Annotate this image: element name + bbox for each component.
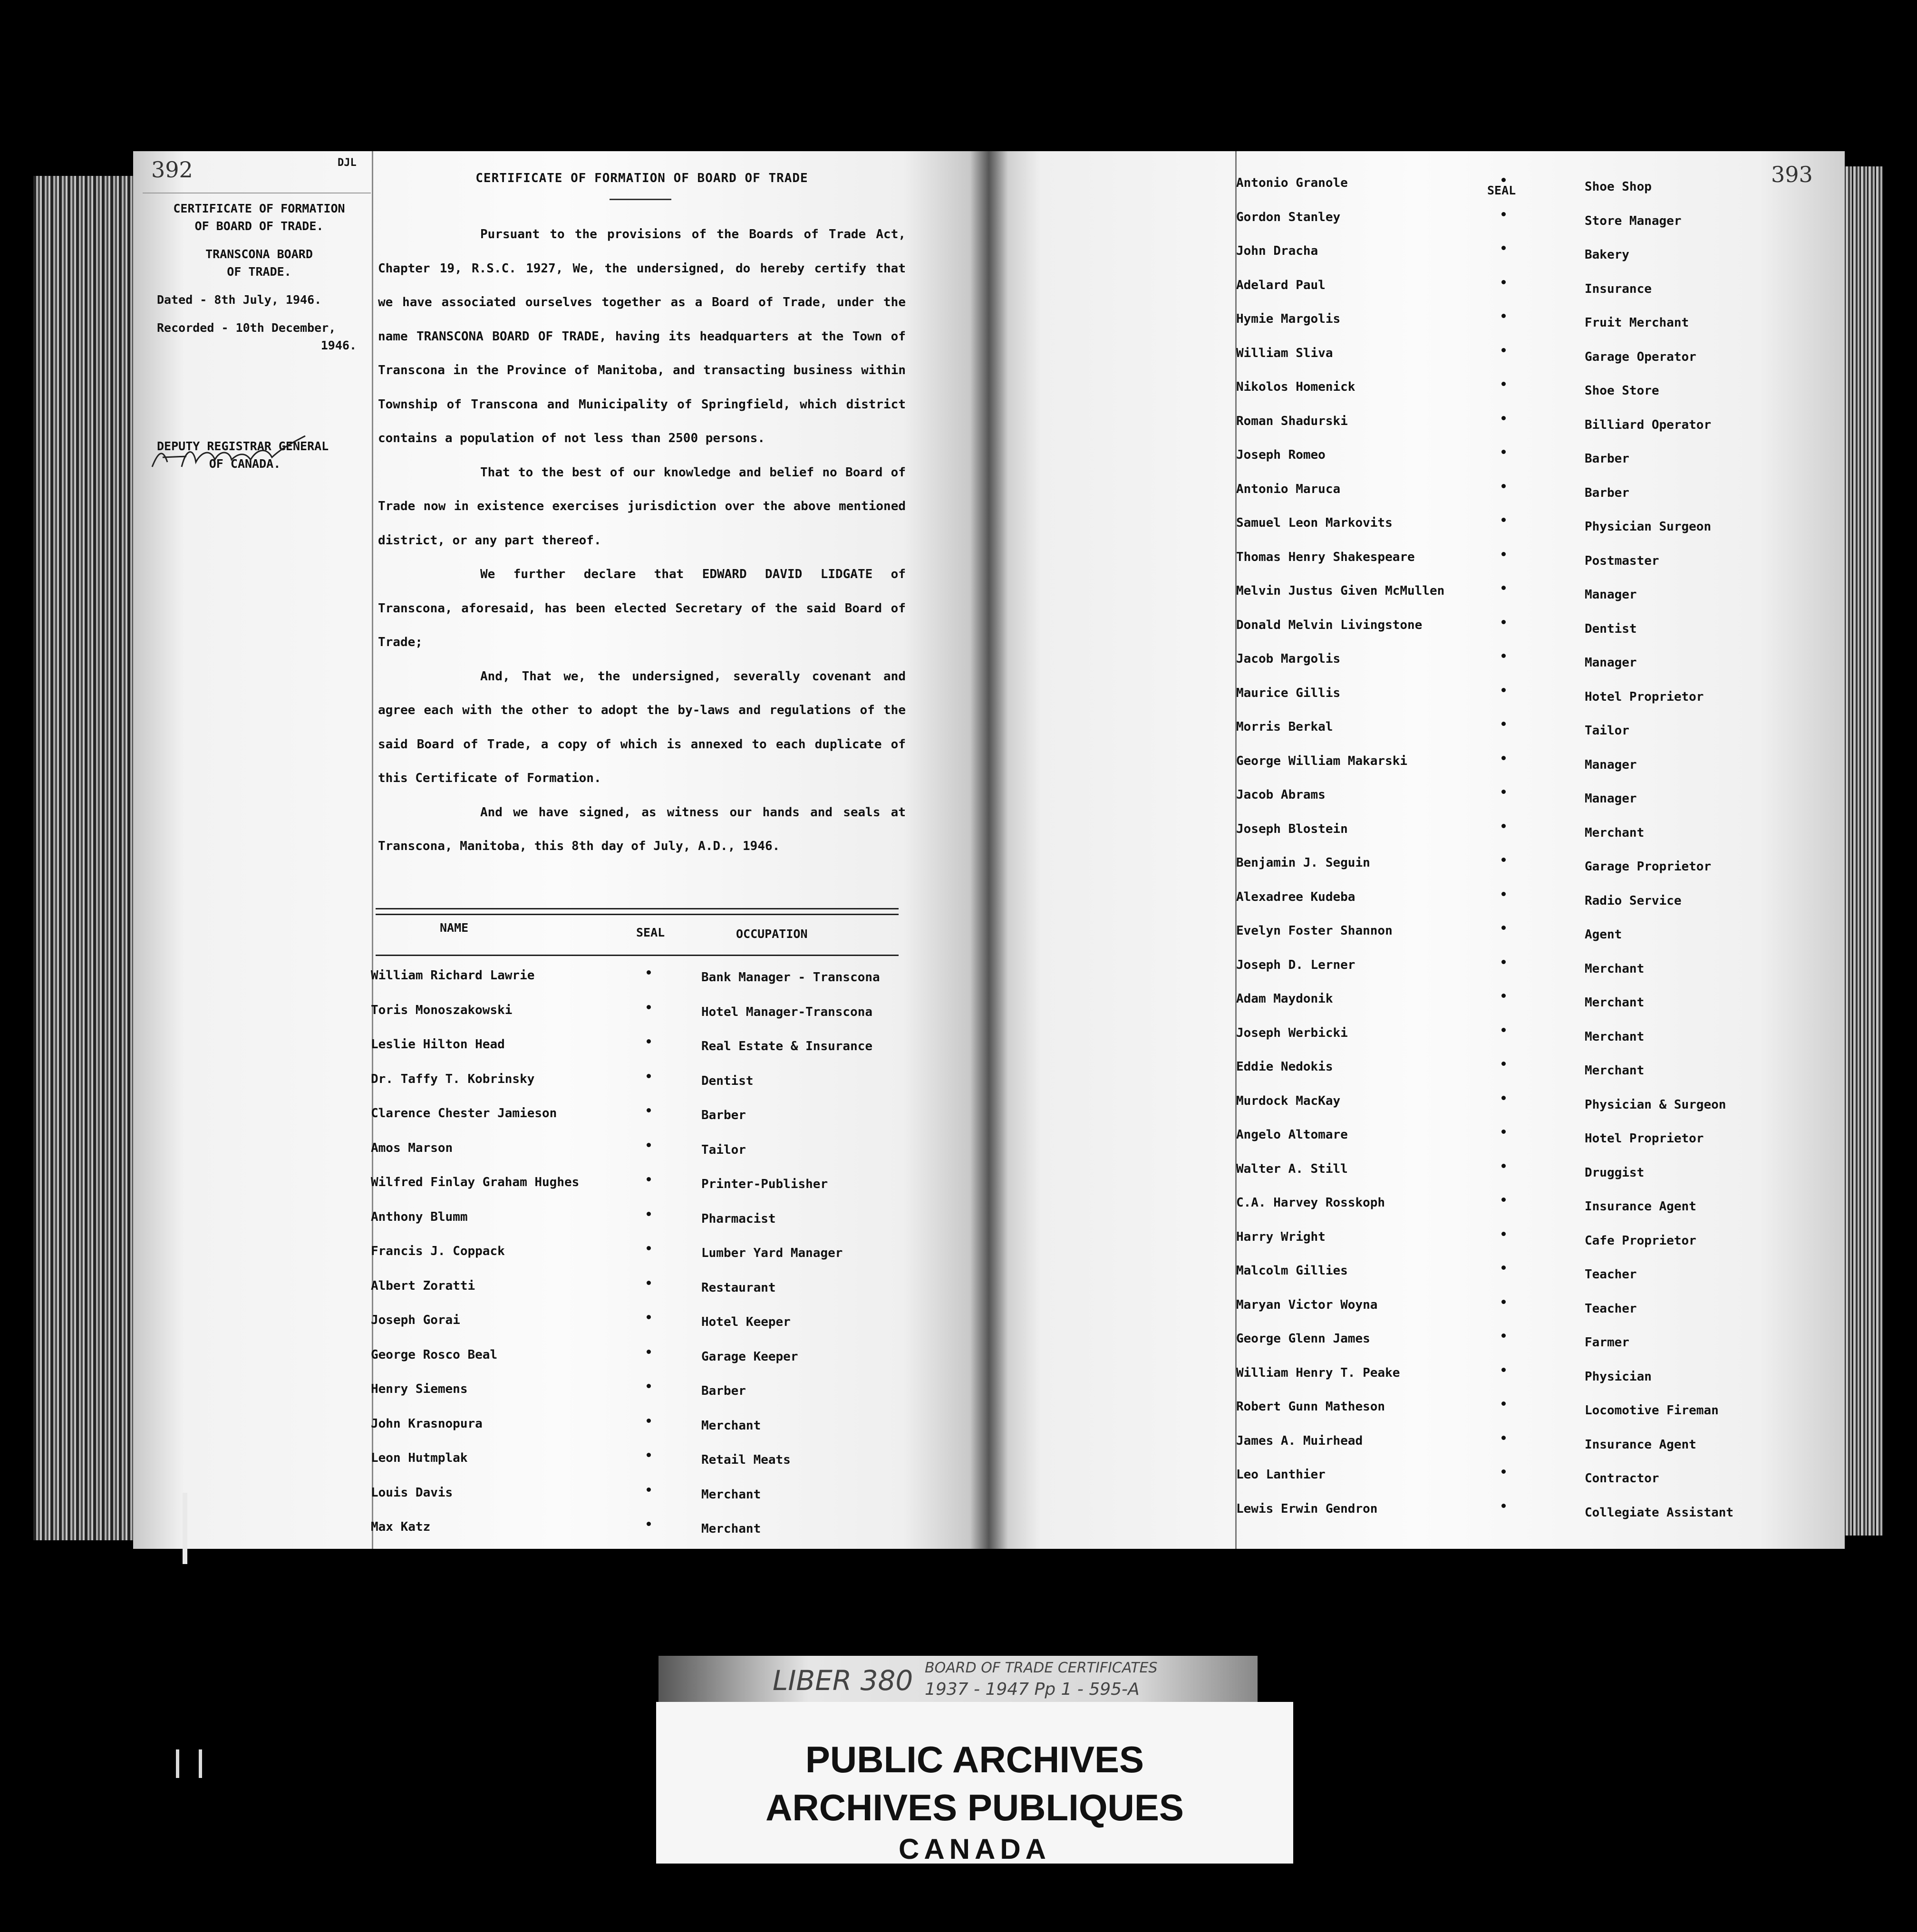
member-name: Henry Siemens: [371, 1382, 468, 1396]
seal-mark: [1501, 552, 1506, 556]
paragraph-1: Pursuant to the provisions of the Boards of Trade Act, Chapter 19, R.S.C. 1927, We, the undersigned, do hereby certify that we have associated ourselves together as a Board of Trade, under the name TRANSCONA BOARD OF TRADE, having its headquarters at the Town of Transcona in the Province of Manitoba, and transacting business within Township of Transcona and Municipality of Springfield, which district contains a population of not less than 2500 persons.: [378, 227, 906, 445]
member-occupation: Fruit Merchant: [1585, 316, 1689, 330]
left-page-number: 392: [151, 157, 193, 183]
member-occupation: Hotel Manager-Transcona: [701, 1005, 873, 1019]
member-occupation: Barber: [1585, 485, 1629, 500]
margin-deputy-1: DEPUTY REGISTRAR GENERAL: [157, 439, 329, 453]
member-occupation: Barber: [701, 1108, 746, 1122]
member-name: Malcolm Gillies: [1236, 1264, 1348, 1278]
member-name: George William Makarski: [1236, 753, 1408, 768]
member-occupation: Real Estate & Insurance: [701, 1039, 873, 1053]
member-occupation: Merchant: [1585, 1063, 1645, 1078]
seal-mark: [647, 1005, 651, 1009]
member-occupation: Garage Keeper: [701, 1349, 798, 1364]
member-name: Leon Hutmplak: [371, 1451, 468, 1465]
member-occupation: Merchant: [701, 1418, 761, 1433]
seal-mark: [1501, 1028, 1506, 1032]
member-name: Donald Melvin Livingstone: [1236, 618, 1423, 632]
handwritten-label-strip: [658, 1656, 1258, 1702]
member-occupation: Billiard Operator: [1585, 417, 1712, 432]
member-name: Samuel Leon Markovits: [1236, 516, 1393, 530]
member-name: Dr. Taffy T. Kobrinsky: [371, 1072, 535, 1086]
margin-dated: Dated - 8th July, 1946.: [157, 293, 322, 307]
film-scratch: [183, 1493, 187, 1564]
member-name: Robert Gunn Matheson: [1236, 1400, 1385, 1414]
member-name: Joseph Blostein: [1236, 821, 1348, 836]
member-occupation: Printer-Publisher: [701, 1177, 828, 1191]
member-occupation: Restaurant: [701, 1280, 776, 1295]
title-underline: [610, 199, 671, 200]
seal-mark: [1501, 178, 1506, 182]
seal-mark: [1501, 960, 1506, 964]
member-name: George Rosco Beal: [371, 1347, 498, 1362]
member-name: Maurice Gillis: [1236, 686, 1341, 700]
seal-mark: [1501, 654, 1506, 658]
member-occupation: Dentist: [1585, 621, 1637, 636]
member-name: William Henry T. Peake: [1236, 1365, 1400, 1380]
member-name: Benjamin J. Seguin: [1236, 856, 1370, 870]
seal-mark: [1501, 892, 1506, 896]
seal-mark: [1501, 484, 1506, 488]
member-occupation: Manager: [1585, 757, 1637, 772]
seal-mark: [647, 1177, 651, 1181]
seal-mark: [1501, 280, 1506, 284]
member-occupation: Collegiate Assistant: [1585, 1505, 1734, 1520]
seal-mark: [1501, 212, 1506, 216]
seal-mark: [647, 1108, 651, 1112]
clerk-initials: DJL: [338, 157, 357, 169]
paragraph-5: And we have signed, as witness our hands and seals at Transcona, Manitoba, this 8th day of July, A.D., 1946.: [378, 805, 906, 853]
right-page: [989, 151, 1845, 1549]
seal-mark: [1501, 1130, 1506, 1134]
member-occupation: Druggist: [1585, 1165, 1645, 1180]
member-occupation: Merchant: [1585, 825, 1645, 840]
member-occupation: Contractor: [1585, 1471, 1659, 1486]
seal-mark: [1501, 1265, 1506, 1270]
member-name: Walter A. Still: [1236, 1161, 1348, 1176]
seal-mark: [1501, 314, 1506, 318]
member-occupation: Merchant: [1585, 995, 1645, 1010]
seal-mark: [647, 1143, 651, 1147]
book-gutter: [970, 151, 1008, 1549]
member-name: Joseph Gorai: [371, 1313, 460, 1327]
member-occupation: Dentist: [701, 1073, 754, 1088]
seal-mark: [1501, 790, 1506, 794]
seal-mark: [1501, 824, 1506, 828]
seal-mark: [647, 1384, 651, 1388]
right-page-number: 393: [1771, 162, 1813, 187]
seal-mark: [1501, 1232, 1506, 1236]
paragraph-4: And, That we, the undersigned, severally covenant and agree each with the other to adopt the by-laws and regulations of the said Board of Trade, a copy of which is annexed to each duplicate of this Certificate of Formation.: [378, 669, 906, 785]
seal-mark: [1501, 1333, 1506, 1338]
member-name: Angelo Altomare: [1236, 1128, 1348, 1142]
seal-mark: [1501, 382, 1506, 386]
member-occupation: Insurance: [1585, 281, 1652, 296]
member-name: Gordon Stanley: [1236, 210, 1341, 224]
archive-line-2: ARCHIVES PUBLIQUES: [765, 1787, 1184, 1828]
seal-mark: [1501, 1436, 1506, 1440]
member-occupation: Physician & Surgeon: [1585, 1097, 1726, 1112]
seal-mark: [1501, 348, 1506, 352]
seal-mark: [1501, 1164, 1506, 1168]
book-edge-left: [33, 176, 143, 1540]
member-name: Antonio Granole: [1236, 176, 1348, 190]
member-name: Eddie Nedokis: [1236, 1060, 1333, 1074]
seal-mark: [647, 1315, 651, 1319]
member-name: John Dracha: [1236, 244, 1318, 258]
member-name: Adam Maydonik: [1236, 992, 1333, 1006]
margin-recorded: Recorded - 10th December,: [157, 321, 336, 335]
member-name: Joseph Romeo: [1236, 448, 1326, 462]
seal-mark: [1501, 416, 1506, 420]
paragraph-2: That to the best of our knowledge and belief no Board of Trade now in existence exercises jurisdiction over the above mentioned district, or any part thereof.: [378, 465, 906, 548]
table-rule-1: [376, 908, 899, 909]
member-occupation: Radio Service: [1585, 893, 1682, 908]
member-occupation: Hotel Proprietor: [1585, 1131, 1704, 1146]
seal-mark: [1501, 926, 1506, 930]
member-name: Amos Marson: [371, 1140, 453, 1155]
member-name: Antonio Maruca: [1236, 482, 1341, 496]
member-name: Leslie Hilton Head: [371, 1037, 505, 1052]
margin-deputy-2: OF CANADA.: [209, 457, 281, 471]
seal-mark: [647, 1488, 651, 1492]
seal-mark: [647, 1246, 651, 1250]
member-name: Albert Zoratti: [371, 1278, 475, 1293]
label-liber: LIBER 380: [773, 1664, 913, 1697]
member-occupation: Barber: [701, 1384, 746, 1398]
member-occupation: Garage Operator: [1585, 349, 1696, 364]
member-occupation: Merchant: [701, 1487, 761, 1502]
member-name: Louis Davis: [371, 1485, 453, 1500]
member-name: Murdock MacKay: [1236, 1093, 1341, 1108]
column-header-seal: SEAL: [636, 926, 665, 939]
member-name: Evelyn Foster Shannon: [1236, 924, 1393, 938]
member-name: John Krasnopura: [371, 1416, 483, 1431]
member-name: Jacob Margolis: [1236, 652, 1341, 666]
member-name: Melvin Justus Given McMullen: [1236, 584, 1445, 598]
margin-heading-2: OF BOARD OF TRADE.: [194, 219, 324, 233]
member-name: Max Katz: [371, 1520, 431, 1534]
member-name: Roman Shadurski: [1236, 414, 1348, 428]
member-name: Thomas Henry Shakespeare: [1236, 550, 1415, 564]
member-name: Leo Lanthier: [1236, 1468, 1326, 1482]
member-name: Morris Berkal: [1236, 720, 1333, 734]
member-occupation: Bakery: [1585, 248, 1629, 262]
member-occupation: Lumber Yard Manager: [701, 1246, 843, 1260]
certificate-body: [378, 218, 906, 864]
label-dates: 1937 - 1947 Pp 1 - 595-A: [925, 1680, 1140, 1699]
seal-mark: [1501, 756, 1506, 760]
member-name: Wilfred Finlay Graham Hughes: [371, 1175, 580, 1189]
member-occupation: Garage Proprietor: [1585, 860, 1712, 874]
right-seal-header: SEAL: [1487, 184, 1516, 197]
member-occupation: Barber: [1585, 452, 1629, 466]
seal-mark: [647, 1453, 651, 1457]
member-name: Anthony Blumm: [371, 1209, 468, 1224]
seal-mark: [1501, 450, 1506, 454]
member-occupation: Teacher: [1585, 1301, 1637, 1316]
seal-mark: [647, 1522, 651, 1526]
member-occupation: Hotel Proprietor: [1585, 689, 1704, 704]
member-name: C.A. Harvey Rosskoph: [1236, 1196, 1385, 1210]
seal-mark: [1501, 1469, 1506, 1474]
member-occupation: Farmer: [1585, 1335, 1629, 1350]
archive-line-3: CANADA: [899, 1833, 1051, 1865]
member-occupation: Store Manager: [1585, 213, 1682, 228]
member-name: Toris Monoszakowski: [371, 1003, 513, 1017]
handwritten-signature: [148, 434, 320, 476]
member-occupation: Insurance Agent: [1585, 1437, 1696, 1452]
member-name: Joseph Werbicki: [1236, 1025, 1348, 1040]
member-occupation: Teacher: [1585, 1267, 1637, 1282]
member-occupation: Manager: [1585, 656, 1637, 670]
member-occupation: Merchant: [1585, 961, 1645, 976]
member-occupation: Cafe Proprietor: [1585, 1233, 1696, 1248]
member-occupation: Locomotive Fireman: [1585, 1403, 1719, 1418]
seal-mark: [1501, 1096, 1506, 1100]
member-occupation: Retail Meats: [701, 1453, 791, 1467]
seal-mark: [647, 1350, 651, 1354]
member-occupation: Manager: [1585, 792, 1637, 806]
member-occupation: Hotel Keeper: [701, 1315, 791, 1329]
member-name: Alexadree Kudeba: [1236, 889, 1355, 904]
member-occupation: Agent: [1585, 927, 1622, 942]
film-scratch: [176, 1749, 179, 1778]
member-name: George Glenn James: [1236, 1332, 1370, 1346]
member-name: Maryan Victor Woyna: [1236, 1297, 1378, 1312]
member-occupation: Merchant: [1585, 1029, 1645, 1044]
archive-label: [656, 1702, 1293, 1864]
column-header-name: NAME: [440, 921, 469, 935]
seal-mark: [1501, 1062, 1506, 1066]
seal-mark: [1501, 620, 1506, 624]
seal-mark: [647, 1212, 651, 1216]
margin-name-1: TRANSCONA BOARD: [205, 247, 313, 261]
seal-mark: [1501, 994, 1506, 998]
archive-line-1: PUBLIC ARCHIVES: [805, 1739, 1144, 1780]
film-scratch: [199, 1749, 202, 1778]
column-header-occupation: OCCUPATION: [736, 927, 808, 941]
seal-mark: [647, 1419, 651, 1423]
seal-mark: [1501, 1368, 1506, 1372]
member-name: Lewis Erwin Gendron: [1236, 1501, 1378, 1516]
member-name: James A. Muirhead: [1236, 1433, 1363, 1448]
margin-heading-1: CERTIFICATE OF FORMATION: [173, 202, 345, 215]
member-occupation: Physician: [1585, 1369, 1652, 1384]
member-name: Hymie Margolis: [1236, 312, 1341, 326]
member-occupation: Shoe Store: [1585, 384, 1659, 398]
seal-mark: [1501, 518, 1506, 522]
member-occupation: Tailor: [1585, 724, 1629, 738]
member-name: Joseph D. Lerner: [1236, 957, 1355, 972]
paragraph-3: We further declare that EDWARD DAVID LIDGATE of Transcona, aforesaid, has been elected Secretary of the said Board of Trade;: [378, 567, 906, 649]
member-occupation: Insurance Agent: [1585, 1199, 1696, 1214]
member-occupation: Postmaster: [1585, 553, 1659, 568]
seal-mark: [1501, 246, 1506, 250]
member-occupation: Merchant: [701, 1522, 761, 1536]
seal-mark: [1501, 586, 1506, 590]
seal-mark: [1501, 688, 1506, 692]
seal-mark: [647, 1281, 651, 1285]
member-occupation: Tailor: [701, 1142, 746, 1157]
member-name: Adelard Paul: [1236, 278, 1326, 292]
seal-mark: [1501, 722, 1506, 726]
seal-mark: [647, 970, 651, 975]
table-rule-3: [376, 955, 899, 956]
margin-name-2: OF TRADE.: [227, 265, 291, 279]
seal-mark: [1501, 1401, 1506, 1406]
seal-mark: [1501, 1504, 1506, 1508]
member-name: William Richard Lawrie: [371, 968, 535, 983]
seal-mark: [647, 1039, 651, 1043]
member-name: William Sliva: [1236, 346, 1333, 360]
member-occupation: Bank Manager - Transcona: [701, 970, 880, 985]
member-name: Nikolos Homenick: [1236, 380, 1355, 394]
margin-rule: [372, 151, 373, 1549]
member-occupation: Shoe Shop: [1585, 180, 1652, 194]
member-name: Clarence Chester Jamieson: [371, 1106, 557, 1121]
member-occupation: Physician Surgeon: [1585, 520, 1712, 534]
seal-mark: [647, 1074, 651, 1078]
margin-recorded-year: 1946.: [320, 338, 357, 352]
margin-notes: [157, 200, 361, 473]
seal-mark: [1501, 858, 1506, 862]
member-name: Francis J. Coppack: [371, 1244, 505, 1258]
seal-mark: [1501, 1300, 1506, 1304]
member-name: Harry Wright: [1236, 1229, 1326, 1244]
label-series: BOARD OF TRADE CERTIFICATES: [925, 1660, 1158, 1676]
certificate-title: CERTIFICATE OF FORMATION OF BOARD OF TRADE: [475, 171, 808, 185]
member-occupation: Manager: [1585, 588, 1637, 602]
member-name: Jacob Abrams: [1236, 788, 1326, 802]
table-rule-2: [376, 914, 899, 915]
member-occupation: Pharmacist: [701, 1211, 776, 1226]
seal-mark: [1501, 1198, 1506, 1202]
